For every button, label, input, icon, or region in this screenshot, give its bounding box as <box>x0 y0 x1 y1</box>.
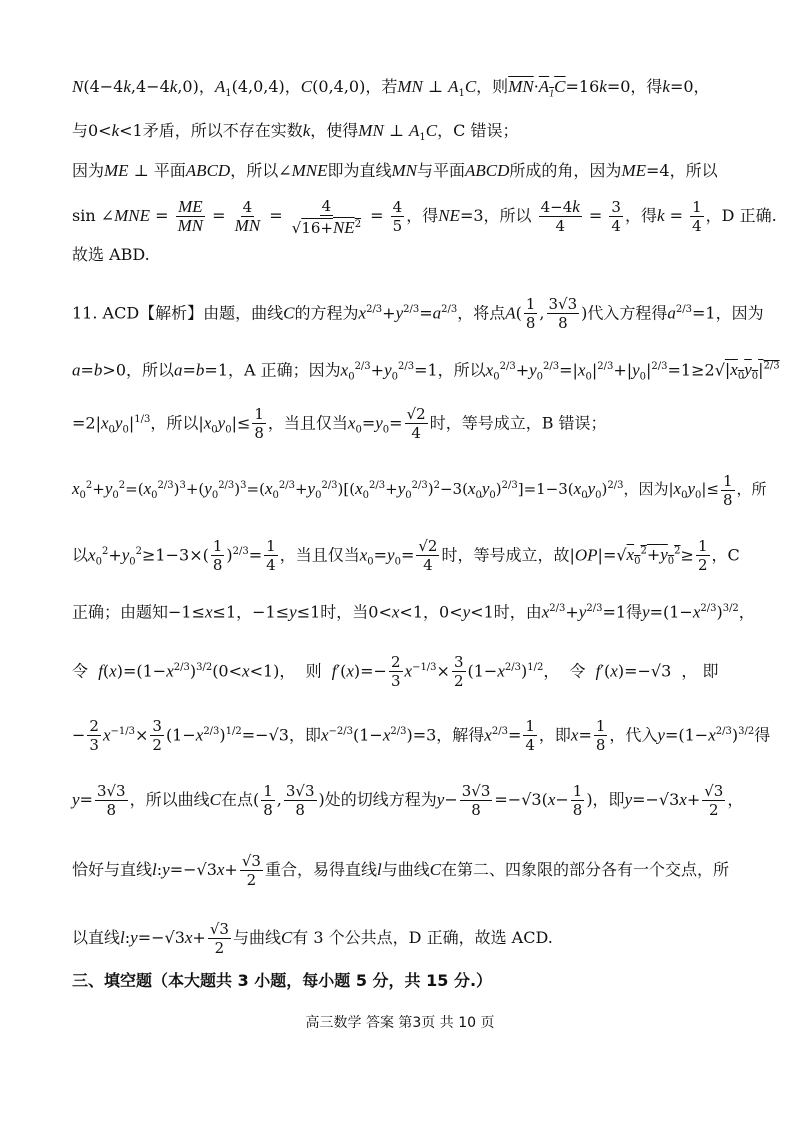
text-line-4: sin ∠MNE = $\frac{ME}{MN}$ = $\frac{4}{MN}$ = $\frac{4}{√16+NE^2}$ = $\frac{4}{5}$ ，得NE=3，所以 $\frac{4-4k}{4}$ = $\frac{3}{4}$ ，得k = $\frac{1}{4}$ ，D 正确. <box>72 196 777 237</box>
text-line-3: 因为ME ⊥ 平面ABCD，所以∠MNE即为直线MN与平面ABCD所成的角，因为ME=4，所以 <box>72 161 718 180</box>
text-line-8: $=2|x_0y_0|^{1/3}$，所以$|x_0y_0|\le$ $\frac{1}{8}$ ，当且仅当$x_0=y_0=$ $\frac{√2}{4}$ 时，等号成立，B 错误； <box>72 405 607 443</box>
text-line-6: 11. ACD【解析】由题，曲线C的方程为$x^{2/3}+y^{2/3}=a^{2/3}$，将点A( $\frac{1}{8}$ , $\frac{3√3}{8}$ )代入方程得$a^{2/3}=1$，因为 <box>72 295 764 333</box>
text-line-2: 与0<k<1矛盾，所以不存在实数k，使得MN ⊥ $A_1C$，C 错误； <box>72 121 519 144</box>
text-line-16: 以直线l:y=−√3x+ $\frac{√3}{2}$ 与曲线C有 3 个公共点，D 正确，故选 ACD. <box>72 920 553 957</box>
text-line-1: N(4−4k,4−4k,0)，$A_1(4,0,4)$，C(0,4,0)，若MN ⊥ $A_1C$，则$\overline{MN}\cdot A_1C=16k=0$，得k=0， <box>72 77 710 100</box>
text-line-13: − $\frac{2}{3}$ $x^{-1/3}\times$ $\frac{3}{2}$ $(1-x^{2/3})^{1/2}=-√3$，即$x^{-2/3}(1-x^{2/3})=3$，解得$x^{2/3}=$ $\frac{1}{4}$ ，即x= $\frac{1}{8}$ ，代入$y=(1-x^{2/3})^{3/2}$得 <box>72 717 771 755</box>
text-line-14: y= $\frac{3√3}{8}$ ，所以曲线C在点( $\frac{1}{8}$ , $\frac{3√3}{8}$ )处的切线方程为y− $\frac{3√3}{8}$ =−√3(x− $\frac{1}{8}$ )，即y=−√3x+ $\frac{√3}{2}$ ， <box>72 782 744 819</box>
text-line-15: 恰好与直线l:y=−√3x+ $\frac{√3}{2}$ 重合，易得直线l与曲线C在第二、四象限的部分各有一个交点，所 <box>72 852 730 889</box>
text-line-11: 正确；由题知−1≤x≤1，−1≤y≤1时，当0<x<1，0<y<1时，由$x^{2/3}+y^{2/3}=1$得$y=(1-x^{2/3})^{3/2}$， <box>72 602 755 622</box>
text-line-7: a=b>0，所以a=b=1，A 正确；因为$x_0^{2/3}+y_0^{2/3}=1$，所以$x_0^{2/3}+y_0^{2/3}=|x_0|^{2/3}+|y_0|^{2/3}=1\ge 2√|x_0y_0|^{2/3}$ <box>72 360 780 383</box>
text-line-5: 故选 ABD. <box>72 245 150 264</box>
text-line-10: 以$x_0^2+y_0^2\ge 1-3\times$( $\frac{1}{8}$ )$^{2/3}$= $\frac{1}{4}$ ，当且仅当$x_0=y_0=$ $\frac{√2}{4}$ 时，等号成立，故$|OP|=√x_0^2+y_0^2\ge$ $\frac{1}{2}$ ，C <box>72 537 740 575</box>
page-footer: 高三数学 答案 第3页 共 10 页 <box>305 1015 495 1031</box>
section-heading: 三、填空题（本大题共 3 小题，每小题 5 分，共 15 分.） <box>72 971 493 990</box>
text-line-9: $x_0^2+y_0^2=(x_0^{2/3})^3+(y_0^{2/3})^3=(x_0^{2/3}+y_0^{2/3})[(x_0^{2/3}+y_0^{2/3})^2-3(x_0y_0)^{2/3}]=1-3(x_0y_0)^{2/3}$，因为$|x_0y_0|\le$ $\frac{1}{8}$ ，所 <box>72 471 767 509</box>
text-line-12: 令 $f(x)=(1-x^{2/3})^{3/2}(0<x<1)$， 则 f′(x)=− $\frac{2}{3}$ $x^{-1/3}\times$ $\frac{3}{2}$ $(1-x^{2/3})^{1/2}$， 令 f′(x)=−√3 ， 即 <box>72 653 719 691</box>
